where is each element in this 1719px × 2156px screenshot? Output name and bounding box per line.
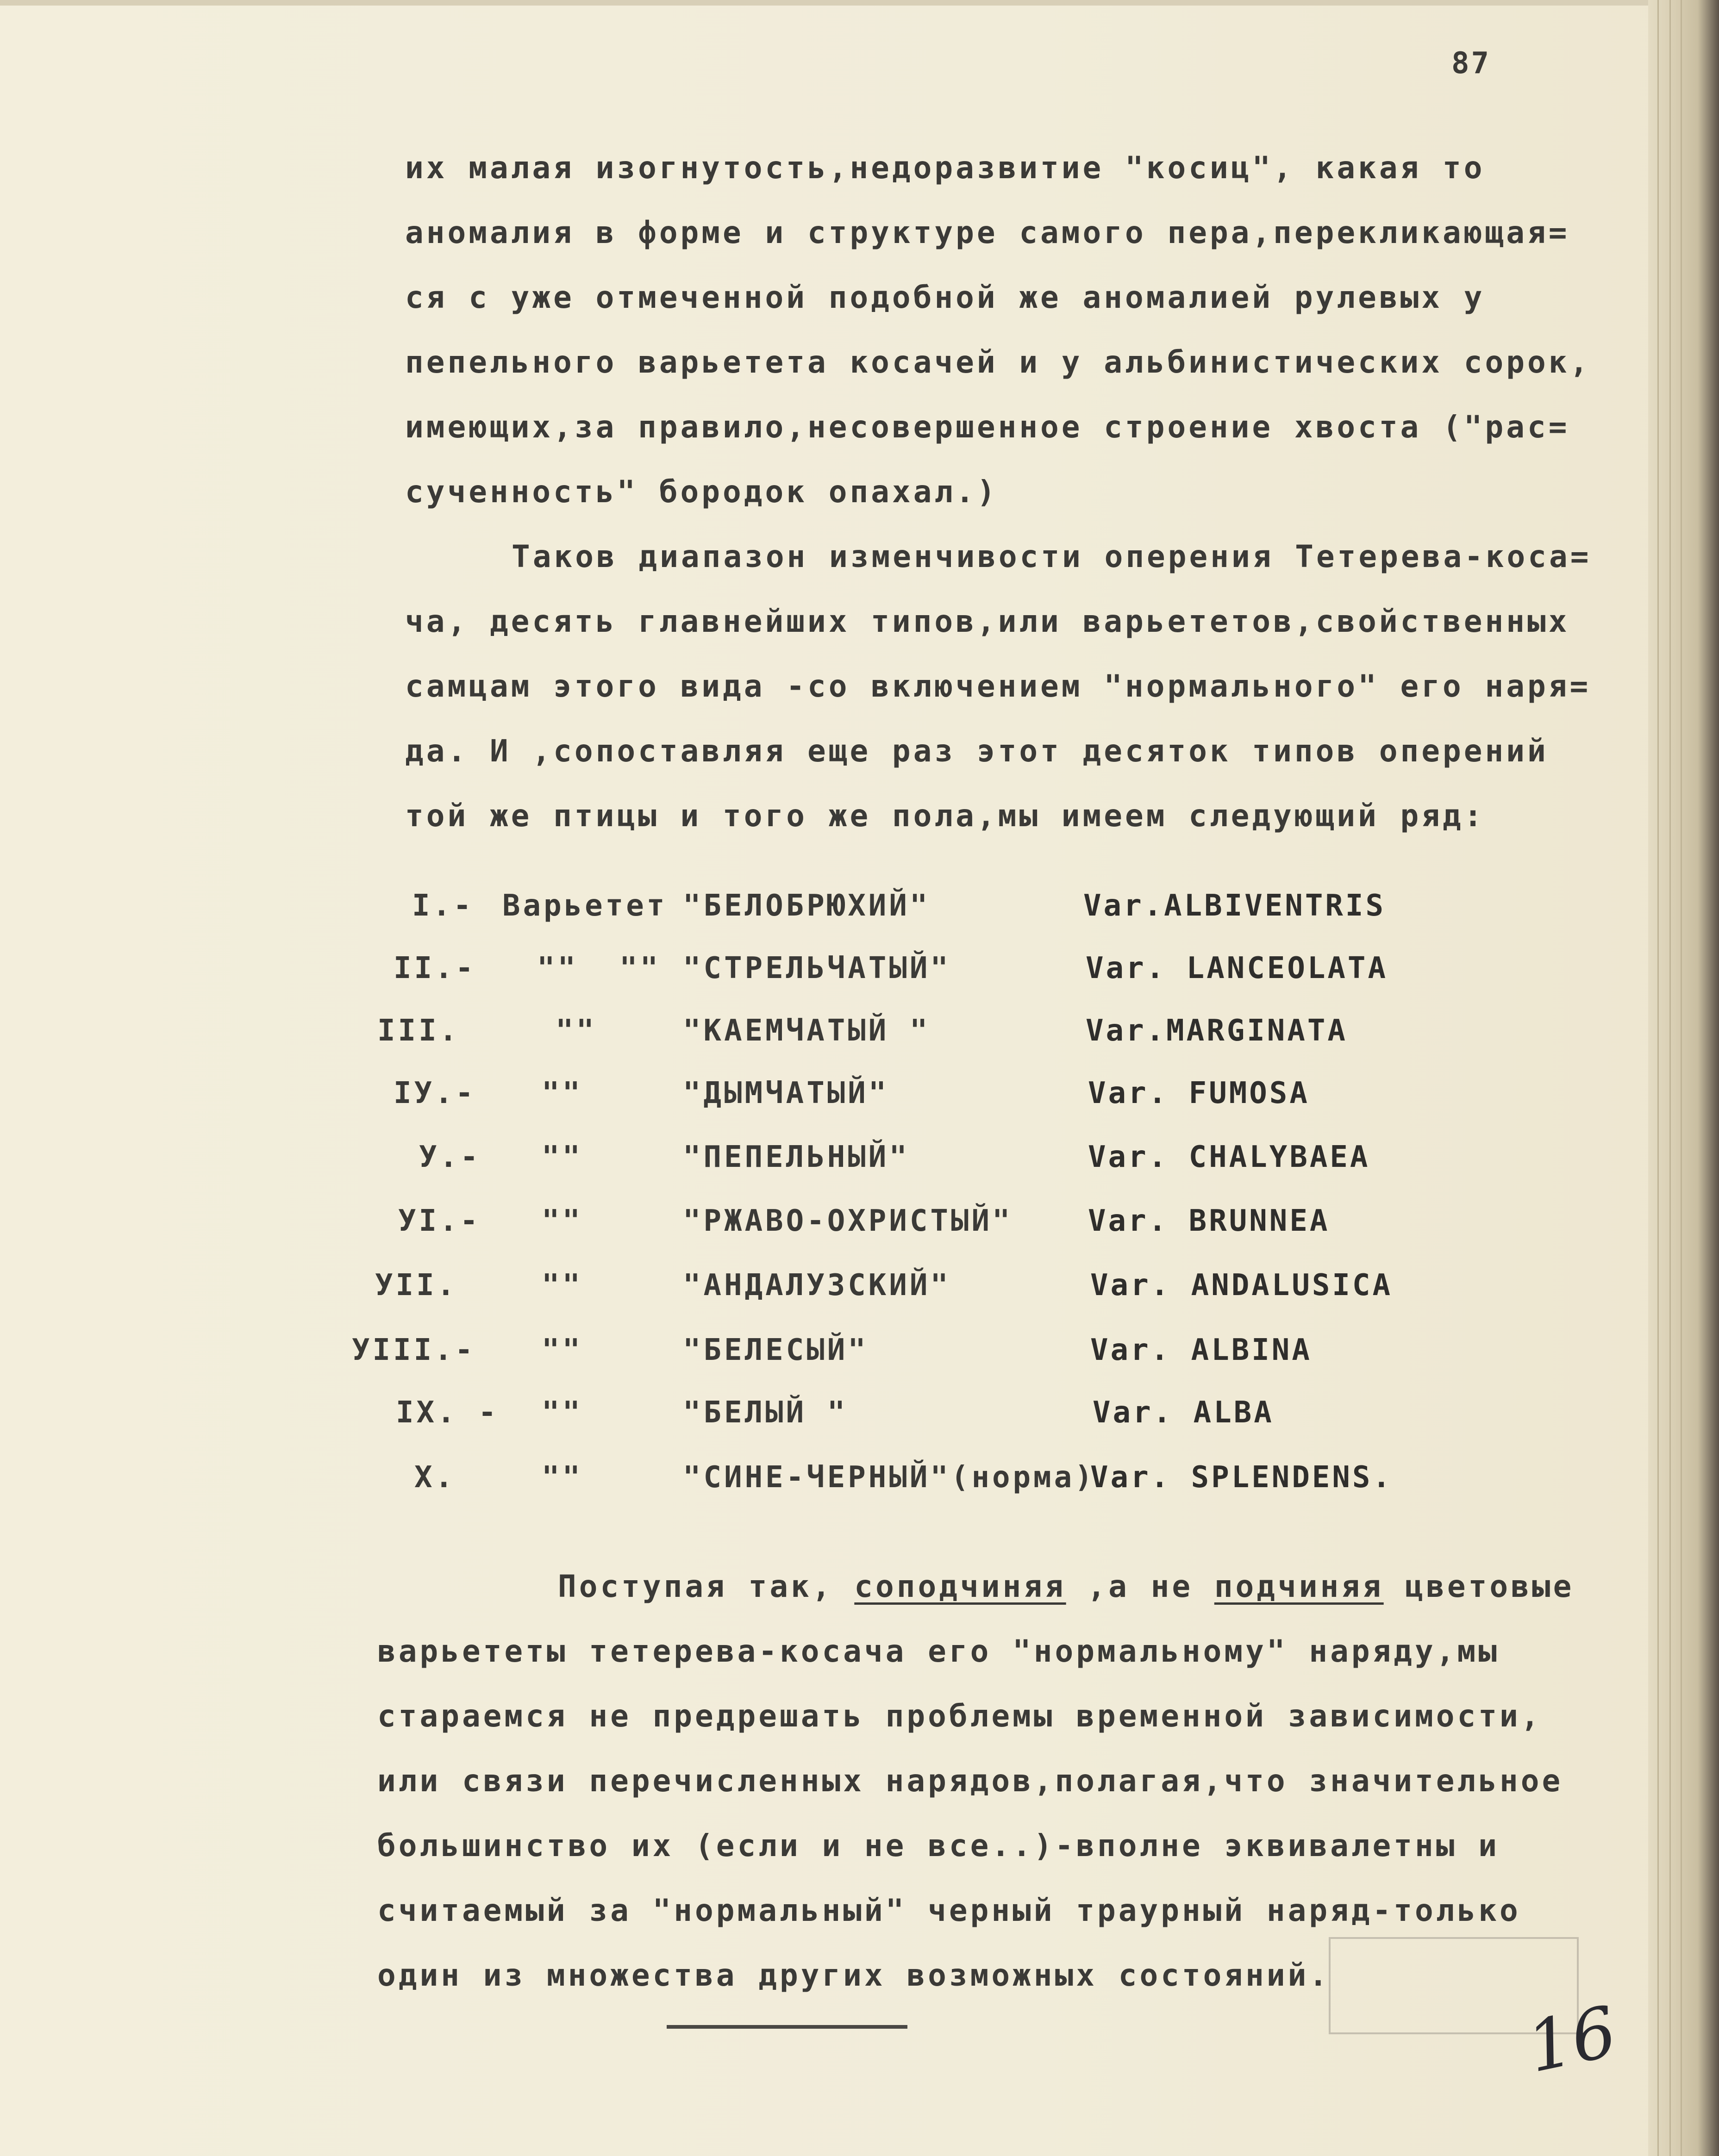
variety-latin-name: Var. BRUNNEA [1088, 1204, 1330, 1238]
paragraph-3-line: стараемся не предрешать проблемы временной зависимости, [377, 1698, 1542, 1734]
variety-latin-name: Var. LANCEOLATA [1086, 951, 1388, 985]
paragraph-1-line: имеющих,за правило,несовершенное строение хвоста ("рас= [405, 409, 1570, 445]
variety-number: УIII.- [352, 1333, 476, 1367]
variety-ditto: "" [542, 1460, 583, 1495]
paragraph-3-text: Поступая так, [558, 1569, 855, 1604]
variety-ditto: "" [556, 1014, 597, 1048]
paragraph-3-line: один из множества других возможных состояний. [377, 1957, 1331, 1993]
variety-ditto: Варьетет [502, 889, 668, 923]
variety-ditto: "" [542, 1076, 583, 1110]
variety-russian-name: "СТРЕЛЬЧАТЫЙ" [683, 951, 951, 985]
paragraph-2-line: да. И ,сопоставляя еще раз этот десяток типов оперений [405, 733, 1549, 769]
paragraph-1-line: ся с уже отмеченной подобной же аномалией рулевых у [405, 280, 1485, 315]
variety-russian-name: "РЖАВО-ОХРИСТЫЙ" [683, 1204, 1013, 1238]
page-top-edge [0, 0, 1719, 6]
paragraph-3-line: считаемый за "нормальный" черный траурный наряд-только [377, 1893, 1521, 1928]
variety-russian-name: "КАЕМЧАТЫЙ " [683, 1014, 931, 1048]
variety-ditto: "" [542, 1204, 583, 1238]
variety-russian-name: "СИНЕ-ЧЕРНЫЙ"(норма) [683, 1460, 1095, 1495]
variety-ditto: "" "" [537, 951, 661, 985]
paragraph-2-line: Таков диапазон изменчивости оперения Тетерева-коса= [512, 539, 1592, 574]
variety-number: I.- [412, 889, 474, 923]
paragraph-1-line: их малая изогнутость,недоразвитие "косиц", какая то [405, 150, 1485, 186]
variety-russian-name: "ДЫМЧАТЫЙ" [683, 1076, 889, 1110]
underlined-word-sopodchinyaya: соподчиняя [854, 1569, 1066, 1604]
variety-russian-name: "БЕЛОБРЮХИЙ" [683, 889, 931, 923]
sheet-edge [1669, 0, 1671, 2156]
paragraph-3-line: большинство их (если и не все..)-вполне эквивалетны и [377, 1828, 1500, 1863]
paragraph-1-line: сученность" бородок опахал.) [405, 474, 998, 510]
variety-latin-name: Var.ALBIVENTRIS [1083, 889, 1386, 923]
variety-number: УI.- [398, 1204, 481, 1238]
stacked-sheets-edge [1648, 0, 1719, 2156]
variety-number: УII. [375, 1268, 458, 1302]
variety-number: II.- [394, 951, 476, 985]
variety-number: IX. - [396, 1396, 499, 1430]
variety-russian-name: "ПЕПЕЛЬНЫЙ" [683, 1140, 910, 1174]
paragraph-3-line: варьететы тетерева-косача его "нормальному" наряду,мы [377, 1633, 1500, 1669]
sheet-edge [1657, 0, 1659, 2156]
variety-ditto: "" [542, 1140, 583, 1174]
variety-ditto: "" [542, 1396, 583, 1430]
variety-latin-name: Var. CHALYBAEA [1088, 1140, 1370, 1174]
variety-latin-name: Var. FUMOSA [1088, 1076, 1310, 1110]
paragraph-2-line: ча, десять главнейших типов,или варьететов,свойственных [405, 604, 1570, 639]
paragraph-2-line: той же птицы и того же пола,мы имеем следующий ряд: [405, 798, 1485, 834]
paragraph-1-line: пепельного варьетета косачей и у альбинистических сорок, [405, 344, 1591, 380]
sheet-edge [1681, 0, 1682, 2156]
paragraph-3-first-line [558, 1571, 1574, 1602]
paragraph-2-line: самцам этого вида -со включением "нормального" его наря= [405, 668, 1591, 704]
paragraph-1-line: аномалия в форме и структуре самого пера,перекликающая= [405, 215, 1570, 250]
variety-number: X. [414, 1460, 456, 1495]
page-number: 87 [1451, 46, 1491, 81]
variety-latin-name: Var. SPLENDENS. [1090, 1460, 1393, 1495]
variety-number: IУ.- [394, 1076, 476, 1110]
closing-rule [667, 2025, 907, 2029]
variety-russian-name: "БЕЛЕСЫЙ" [683, 1333, 869, 1367]
variety-ditto: "" [542, 1268, 583, 1302]
paragraph-3-line: или связи перечисленных нарядов,полагая,что значительное [377, 1763, 1563, 1799]
variety-russian-name: "АНДАЛУЗСКИЙ" [683, 1268, 951, 1302]
underlined-word-podchinyaya: подчиняя [1214, 1569, 1384, 1604]
variety-number: У.- [419, 1140, 481, 1174]
handwritten-folio-number: 16 [1520, 1991, 1624, 2088]
variety-russian-name: "БЕЛЫЙ " [683, 1396, 848, 1430]
paragraph-3-text: ,а не [1066, 1569, 1214, 1604]
variety-number: III. [377, 1014, 460, 1048]
variety-ditto: "" [542, 1333, 583, 1367]
variety-latin-name: Var. ALBA [1093, 1396, 1274, 1430]
variety-latin-name: Var.MARGINATA [1086, 1014, 1348, 1048]
paragraph-3-text: цветовые [1383, 1569, 1575, 1604]
variety-latin-name: Var. ANDALUSICA [1090, 1268, 1393, 1302]
variety-latin-name: Var. ALBINA [1090, 1333, 1312, 1367]
